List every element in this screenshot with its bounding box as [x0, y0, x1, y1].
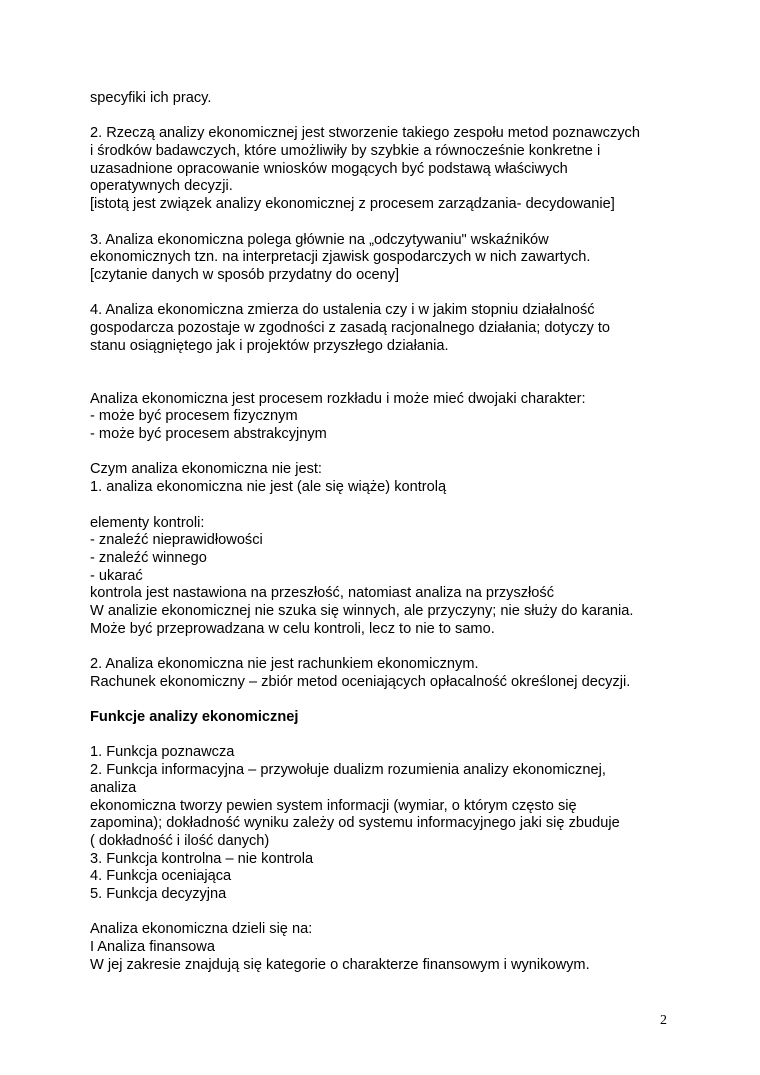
text-line: - ukarać [90, 567, 143, 584]
text-line: [istotą jest związek analizy ekonomicznej z procesem zarządzania- decydowanie] [90, 196, 615, 213]
text-line: 2. Analiza ekonomiczna nie jest rachunkiem ekonomicznym. [90, 656, 479, 672]
text-line: W jej zakresie znajdują się kategorie o charakterze finansowym i wynikowym. [90, 956, 590, 973]
section-heading: Funkcje analizy ekonomicznej [90, 709, 299, 726]
document-body [90, 90, 680, 974]
text-line: specyfiki ich pracy. [90, 90, 212, 106]
page-number: 2 [660, 1013, 667, 1028]
blank-line [90, 444, 680, 462]
text-line: Może być przeprowadzana w celu kontroli, lecz to nie to samo. [90, 620, 495, 637]
blank-line [90, 727, 680, 745]
blank-line [90, 904, 680, 922]
text-line: Analiza ekonomiczna jest procesem rozkładu i może mieć dwojaki charakter: [90, 390, 586, 407]
text-line: - może być procesem fizycznym [90, 408, 298, 425]
text-line: operatywnych decyzji. [90, 178, 233, 195]
blank-line [90, 285, 680, 303]
blank-line [90, 691, 680, 709]
text-line: 3. Analiza ekonomiczna polega głównie na „odczytywaniu" wskaźników [90, 231, 549, 248]
text-line: ekonomicznych tzn. na interpretacji zjawisk gospodarczych w nich zawartych. [90, 249, 591, 266]
blank-line [90, 355, 680, 373]
text-line: i środków badawczych, które umożliwiły by szybkie a równocześnie konkretne i [90, 143, 601, 160]
text-line: - znaleźć winnego [90, 549, 207, 566]
blank-line [90, 214, 680, 232]
text-line: 1. analiza ekonomiczna nie jest (ale się wiąże) kontrolą [90, 479, 447, 496]
blank-line [90, 108, 680, 126]
text-line: zapomina); dokładność wyniku zależy od systemu informacyjnego jaki się zbuduje [90, 815, 620, 832]
blank-line [90, 497, 680, 515]
text-line: - znaleźć nieprawidłowości [90, 532, 263, 549]
text-line: Czym analiza ekonomiczna nie jest: [90, 461, 322, 478]
text-line: stanu osiągniętego jak i projektów przyszłego działania. [90, 337, 449, 354]
text-line: Rachunek ekonomiczny – zbiór metod oceniających opłacalność określonej decyzji. [90, 673, 631, 690]
text-line: uzasadnione opracowanie wniosków mogących być podstawą właściwych [90, 160, 568, 177]
blank-line [90, 638, 680, 656]
text-line: I Analiza finansowa [90, 939, 215, 955]
text-line: gospodarcza pozostaje w zgodności z zasadą racjonalnego działania; dotyczy to [90, 319, 611, 336]
text-line: Analiza ekonomiczna dzieli się na: [90, 921, 313, 938]
text-line: - może być procesem abstrakcyjnym [90, 426, 327, 443]
text-line: 3. Funkcja kontrolna – nie kontrola [90, 850, 314, 867]
text-line: 4. Analiza ekonomiczna zmierza do ustalenia czy i w jakim stopniu działalność [90, 302, 595, 319]
text-line: elementy kontroli: [90, 514, 205, 531]
text-line: analiza [90, 779, 137, 796]
text-line: 2. Rzeczą analizy ekonomicznej jest stworzenie takiego zespołu metod poznawczych [90, 125, 640, 142]
text-line: [czytanie danych w sposób przydatny do oceny] [90, 266, 400, 283]
text-line: kontrola jest nastawiona na przeszłość, natomiast analiza na przyszłość [90, 585, 554, 602]
text-line: W analizie ekonomicznej nie szuka się winnych, ale przyczyny; nie służy do karania. [90, 602, 634, 619]
text-line: ekonomiczna tworzy pewien system informacji (wymiar, o którym często się [90, 797, 577, 814]
text-line: 5. Funkcja decyzyjna [90, 885, 227, 902]
blank-line [90, 373, 680, 391]
text-line: 2. Funkcja informacyjna – przywołuje dualizm rozumienia analizy ekonomicznej, [90, 762, 606, 779]
text-line: 4. Funkcja oceniająca [90, 868, 232, 885]
text-line: 1. Funkcja poznawcza [90, 744, 235, 761]
text-line: ( dokładność i ilość danych) [90, 832, 270, 849]
